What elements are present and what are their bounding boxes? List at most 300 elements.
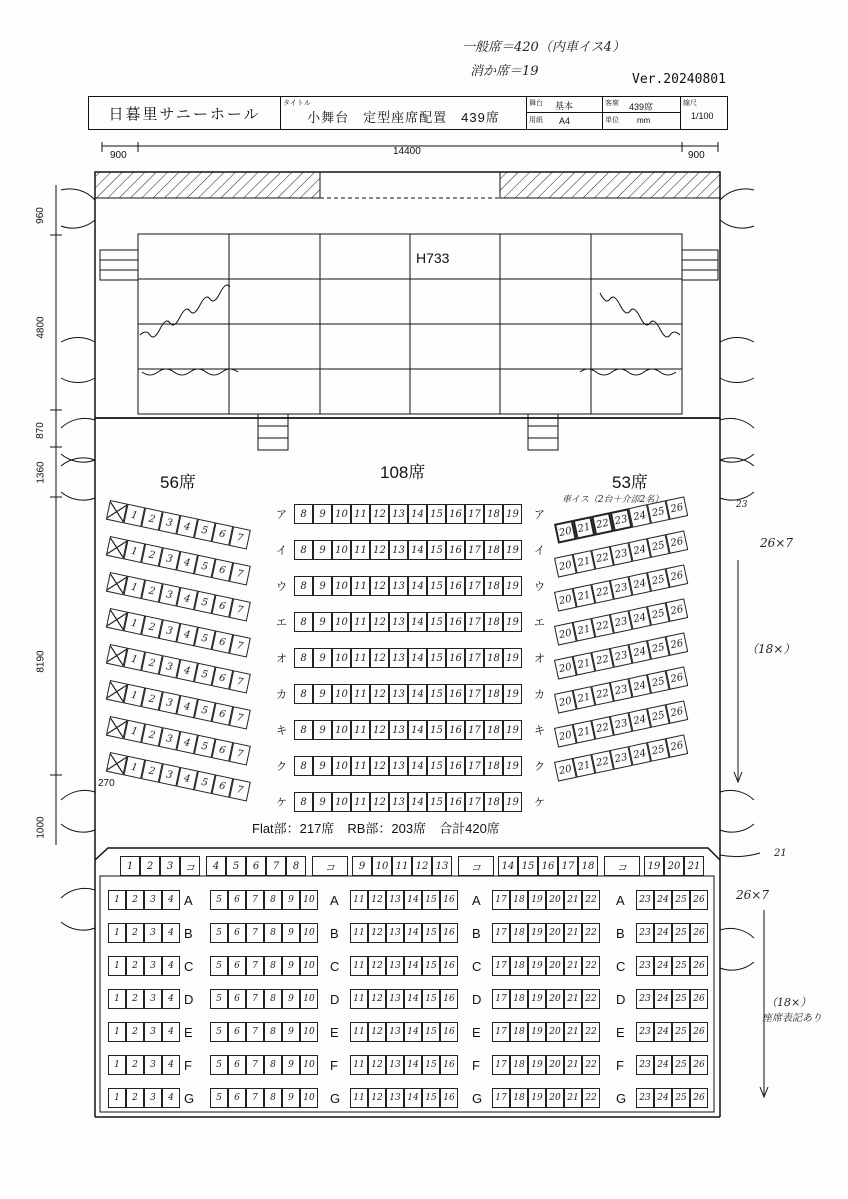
seat: 9: [313, 720, 332, 740]
seat: 18: [484, 756, 503, 776]
seat: 5: [194, 591, 216, 614]
rb-row-label: D: [472, 992, 482, 1007]
seat: 12: [370, 504, 389, 524]
seat: 25: [647, 568, 670, 592]
seat: 12: [370, 756, 389, 776]
row-label-center: ク: [276, 761, 287, 773]
seat: 16: [446, 576, 465, 596]
seat: 16: [446, 612, 465, 632]
seat: 1: [123, 504, 145, 527]
seat: 19: [528, 1055, 546, 1075]
unit-caption: 単位: [605, 117, 619, 124]
seat: 10: [300, 923, 318, 943]
rb-row-label: C: [472, 959, 482, 974]
seat: 9: [313, 504, 332, 524]
seat: 22: [582, 989, 600, 1009]
seat: 9: [282, 956, 300, 976]
seat: 10: [332, 576, 351, 596]
seat: 25: [672, 1088, 690, 1108]
seat: 21: [564, 1022, 582, 1042]
seat: 19: [528, 923, 546, 943]
rb-row-label: C: [184, 959, 194, 974]
note-paren-rb: （18×）: [766, 996, 812, 1009]
seat: 2: [126, 1055, 144, 1075]
seat: 6: [228, 956, 246, 976]
seat: 15: [427, 792, 446, 812]
stage-value: 基本: [555, 101, 574, 111]
seat: 12: [370, 648, 389, 668]
seat: 17: [465, 648, 484, 668]
seat: 4: [162, 923, 180, 943]
seat: 21: [573, 686, 596, 710]
seat: 15: [422, 923, 440, 943]
stage-caption: 舞台: [529, 100, 543, 107]
seat: 12: [370, 540, 389, 560]
seat: 7: [229, 706, 251, 729]
seat: 24: [628, 708, 651, 732]
seat: 1: [123, 648, 145, 671]
dim-v-4800: 4800: [35, 316, 47, 339]
seat: 11: [351, 540, 370, 560]
seat: 7: [246, 989, 264, 1009]
seat: 22: [591, 512, 614, 536]
seat: 23: [636, 989, 654, 1009]
seat: 11: [350, 1022, 368, 1042]
seat: 14: [408, 684, 427, 704]
seat: 2: [141, 507, 163, 530]
seat: 15: [427, 576, 446, 596]
seat: 12: [370, 720, 389, 740]
note-rb-seat-label: 座席表記あり: [762, 1013, 822, 1024]
seat: 11: [392, 856, 412, 876]
seat: 21: [573, 754, 596, 778]
seat: 8: [294, 756, 313, 776]
seat: 5: [194, 627, 216, 650]
seat: コ: [180, 856, 200, 876]
seat: 11: [351, 504, 370, 524]
seat: 11: [351, 612, 370, 632]
row-label-center-right: キ: [534, 725, 545, 737]
seat: 3: [144, 956, 162, 976]
seat: 18: [510, 1088, 528, 1108]
row-label-center: ケ: [276, 797, 287, 809]
seat: 4: [176, 623, 198, 646]
seat: 15: [427, 612, 446, 632]
seat: 20: [546, 989, 564, 1009]
seat: 25: [647, 602, 670, 626]
seat: 8: [264, 890, 282, 910]
seat: 19: [528, 956, 546, 976]
seat: 15: [422, 956, 440, 976]
seat: 15: [422, 989, 440, 1009]
seat: 19: [503, 720, 522, 740]
seat: 13: [386, 923, 404, 943]
seat: 16: [440, 923, 458, 943]
seat: 2: [126, 923, 144, 943]
paper-caption: 用紙: [529, 117, 543, 124]
seat: 16: [446, 504, 465, 524]
seat: 8: [264, 1055, 282, 1075]
seat: 4: [162, 1022, 180, 1042]
seat: 25: [647, 670, 670, 694]
seat: 17: [465, 684, 484, 704]
seat: 12: [368, 956, 386, 976]
seat: 1: [123, 612, 145, 635]
seat: 20: [546, 1055, 564, 1075]
seat: 10: [300, 989, 318, 1009]
seat: 26: [666, 666, 689, 690]
seat: 10: [332, 504, 351, 524]
row-label-center: ウ: [276, 581, 287, 593]
seat: 14: [408, 720, 427, 740]
seat: 11: [351, 792, 370, 812]
seat: 8: [294, 792, 313, 812]
rb-row-label: C: [330, 959, 340, 974]
dim-v-8190: 8190: [35, 650, 47, 673]
seat: 26: [666, 530, 689, 554]
seat: 18: [578, 856, 598, 876]
section-right-count: 53席: [612, 473, 648, 492]
rb-row-label: G: [330, 1091, 341, 1106]
seat: 18: [510, 956, 528, 976]
seat: 26: [666, 496, 689, 520]
seat: 14: [408, 576, 427, 596]
seat: 24: [628, 674, 651, 698]
seat: 10: [332, 540, 351, 560]
seat: 26: [666, 564, 689, 588]
seat: 8: [264, 956, 282, 976]
seat: 25: [672, 989, 690, 1009]
seat: 2: [126, 1022, 144, 1042]
seat: 3: [159, 583, 181, 606]
seat: 20: [546, 890, 564, 910]
rb-row-label: A: [184, 893, 193, 908]
seat: 22: [591, 546, 614, 570]
seat: 18: [484, 540, 503, 560]
seat: 25: [672, 923, 690, 943]
seat: 26: [690, 923, 708, 943]
seat: 14: [408, 540, 427, 560]
seat: 3: [159, 691, 181, 714]
seat: 24: [654, 1022, 672, 1042]
seat: 18: [510, 890, 528, 910]
seat: 3: [144, 890, 162, 910]
seat: 8: [264, 923, 282, 943]
seat: 7: [229, 670, 251, 693]
seat: 12: [368, 890, 386, 910]
seat: 7: [246, 1055, 264, 1075]
seat: 5: [194, 519, 216, 542]
seat: 10: [300, 1088, 318, 1108]
dim-top-left: 900: [110, 150, 127, 161]
seat: 1: [120, 856, 140, 876]
row-label-center: オ: [276, 653, 287, 665]
seat: 1: [108, 1022, 126, 1042]
seat: 26: [690, 989, 708, 1009]
seat: 13: [389, 612, 408, 632]
seat: 20: [546, 923, 564, 943]
seat: 21: [573, 652, 596, 676]
seat: 13: [386, 989, 404, 1009]
seat: 16: [440, 890, 458, 910]
wheelchair-note: 車イス（2台＋介添2名）: [562, 495, 664, 505]
seat: 13: [432, 856, 452, 876]
seat: 25: [647, 704, 670, 728]
seat: 8: [294, 504, 313, 524]
seat: 21: [564, 956, 582, 976]
seat: 2: [141, 687, 163, 710]
seat: 1: [123, 720, 145, 743]
seat: 19: [503, 612, 522, 632]
seat: 11: [351, 648, 370, 668]
seat: 6: [211, 738, 233, 761]
seat: 6: [211, 702, 233, 725]
seat: 22: [582, 1055, 600, 1075]
seat: 11: [350, 1088, 368, 1108]
seat: 6: [211, 558, 233, 581]
seat: 24: [654, 989, 672, 1009]
seat: 2: [141, 615, 163, 638]
seat: 13: [389, 504, 408, 524]
seat: 7: [229, 778, 251, 801]
seat: 16: [446, 684, 465, 704]
seat: 10: [300, 890, 318, 910]
seat: 10: [332, 720, 351, 740]
seat: 3: [159, 763, 181, 786]
handwritten-note-subtract: 消か席＝19: [470, 64, 539, 79]
seat: 2: [141, 759, 163, 782]
seat: 9: [313, 540, 332, 560]
seat: 22: [591, 580, 614, 604]
seat: 25: [672, 1022, 690, 1042]
seat: 9: [313, 576, 332, 596]
seat: 22: [582, 1022, 600, 1042]
seat: 20: [554, 520, 577, 544]
seat: 21: [573, 720, 596, 744]
seat: 19: [528, 989, 546, 1009]
seat: 13: [389, 540, 408, 560]
seat: 22: [582, 923, 600, 943]
seat: コ: [458, 856, 494, 876]
seat: 21: [573, 584, 596, 608]
seat: 7: [246, 890, 264, 910]
seat: 7: [246, 1022, 264, 1042]
seat: 22: [591, 682, 614, 706]
seat: 17: [465, 756, 484, 776]
seat: 9: [282, 989, 300, 1009]
seat: コ: [312, 856, 348, 876]
seat: 17: [492, 1088, 510, 1108]
seat: 17: [492, 1022, 510, 1042]
seat: 5: [194, 771, 216, 794]
seat: 4: [176, 515, 198, 538]
seat: 4: [162, 1055, 180, 1075]
seat: 7: [246, 1088, 264, 1108]
seat: 18: [484, 684, 503, 704]
seat: 3: [159, 619, 181, 642]
seat: 14: [404, 1022, 422, 1042]
seat: 8: [294, 540, 313, 560]
seat: 9: [352, 856, 372, 876]
seat: 12: [370, 576, 389, 596]
rb-row-label: F: [616, 1058, 624, 1073]
seat: 10: [332, 792, 351, 812]
seat: 14: [408, 504, 427, 524]
seat: 22: [582, 890, 600, 910]
seat: 3: [159, 511, 181, 534]
seat: 13: [386, 956, 404, 976]
rb-row-label: D: [330, 992, 340, 1007]
seat: 5: [194, 663, 216, 686]
seat: 10: [300, 956, 318, 976]
seat: 20: [664, 856, 684, 876]
scale-value: 1/100: [691, 111, 714, 121]
seat: 11: [350, 890, 368, 910]
dim-v-870: 870: [34, 422, 46, 439]
seat: 23: [636, 1088, 654, 1108]
rb-row-label: D: [184, 992, 194, 1007]
seat: 7: [229, 526, 251, 549]
seat: 10: [300, 1055, 318, 1075]
seat: 4: [176, 587, 198, 610]
seat: 8: [294, 720, 313, 740]
seat: 24: [628, 504, 651, 528]
seat: 3: [159, 547, 181, 570]
seat: 3: [144, 923, 162, 943]
seat: 1: [108, 956, 126, 976]
seat: 1: [108, 1088, 126, 1108]
rb-row-label: G: [616, 1091, 627, 1106]
seat: 13: [389, 576, 408, 596]
seat: 5: [210, 956, 228, 976]
seat: 8: [264, 1022, 282, 1042]
seat: 3: [144, 1022, 162, 1042]
plan-title: 小舞台 定型座席配置 439席: [307, 109, 500, 125]
seat: 12: [370, 684, 389, 704]
seat: 13: [389, 684, 408, 704]
seat: 17: [492, 923, 510, 943]
seat: 16: [440, 1022, 458, 1042]
row-label-center: エ: [276, 617, 287, 629]
dim-270: 270: [98, 778, 115, 789]
seat: 23: [636, 1022, 654, 1042]
seat: 9: [313, 756, 332, 776]
seat: 17: [465, 720, 484, 740]
seat: 15: [518, 856, 538, 876]
seat: 18: [484, 720, 503, 740]
seat: 21: [564, 989, 582, 1009]
scale-caption: 縮尺: [683, 100, 697, 107]
seat: 24: [654, 923, 672, 943]
seat: 11: [351, 756, 370, 776]
seats-caption: 客席: [605, 100, 619, 107]
seat: 2: [141, 543, 163, 566]
seat: 23: [636, 890, 654, 910]
seat: 8: [294, 684, 313, 704]
seat: 6: [246, 856, 266, 876]
seat: 16: [440, 989, 458, 1009]
row-label-center-right: ア: [534, 509, 545, 521]
seat: 12: [370, 612, 389, 632]
dim-v-1000: 1000: [35, 816, 47, 839]
seat: 14: [404, 956, 422, 976]
seat: 15: [427, 540, 446, 560]
seat: 22: [591, 750, 614, 774]
seat: 13: [389, 792, 408, 812]
seat: 12: [370, 792, 389, 812]
seat: 14: [408, 756, 427, 776]
seat: 13: [386, 1055, 404, 1075]
seat: 25: [672, 1055, 690, 1075]
seat: 16: [538, 856, 558, 876]
seat: 18: [510, 923, 528, 943]
seat: 23: [636, 923, 654, 943]
dim-v-960: 960: [34, 207, 46, 224]
seat: 5: [210, 923, 228, 943]
seat: 8: [264, 1088, 282, 1108]
seat: 26: [666, 734, 689, 758]
seat: 12: [368, 1055, 386, 1075]
rb-row-label: F: [184, 1058, 192, 1073]
seat: 26: [690, 1055, 708, 1075]
seat: 19: [503, 504, 522, 524]
seat: 6: [228, 923, 246, 943]
seat: 10: [332, 756, 351, 776]
seat: 17: [465, 576, 484, 596]
seat: 1: [123, 684, 145, 707]
seat: 18: [510, 989, 528, 1009]
seat: 5: [210, 890, 228, 910]
seat: 8: [264, 989, 282, 1009]
seat: 1: [108, 989, 126, 1009]
seat: 13: [389, 648, 408, 668]
seat: 23: [610, 678, 633, 702]
seat: 4: [176, 767, 198, 790]
seat: 17: [492, 989, 510, 1009]
rb-row-label: A: [472, 893, 481, 908]
rb-row-label: F: [472, 1058, 480, 1073]
seat: 14: [404, 890, 422, 910]
rb-row-label: E: [184, 1025, 193, 1040]
seat: 14: [498, 856, 518, 876]
seat: 4: [176, 731, 198, 754]
seat: 14: [408, 648, 427, 668]
seat: 22: [591, 614, 614, 638]
seat: 20: [554, 758, 577, 782]
seat: 23: [610, 644, 633, 668]
seat: 15: [422, 1055, 440, 1075]
seat: 11: [351, 576, 370, 596]
seat: コ: [604, 856, 640, 876]
seat: 12: [368, 1022, 386, 1042]
seat: 4: [162, 989, 180, 1009]
seat: 6: [228, 890, 246, 910]
seat: 16: [446, 648, 465, 668]
row-label-center: ア: [276, 509, 287, 521]
seat: 9: [282, 1088, 300, 1108]
seat: 19: [528, 1088, 546, 1108]
seat: 4: [162, 1088, 180, 1108]
seat: 3: [144, 1088, 162, 1108]
seat: 20: [554, 554, 577, 578]
seat: 6: [228, 1055, 246, 1075]
seat: 10: [332, 612, 351, 632]
seat: 16: [440, 1055, 458, 1075]
seat: 13: [389, 756, 408, 776]
seat: 17: [465, 792, 484, 812]
seat: 13: [386, 890, 404, 910]
seat: 5: [210, 1022, 228, 1042]
